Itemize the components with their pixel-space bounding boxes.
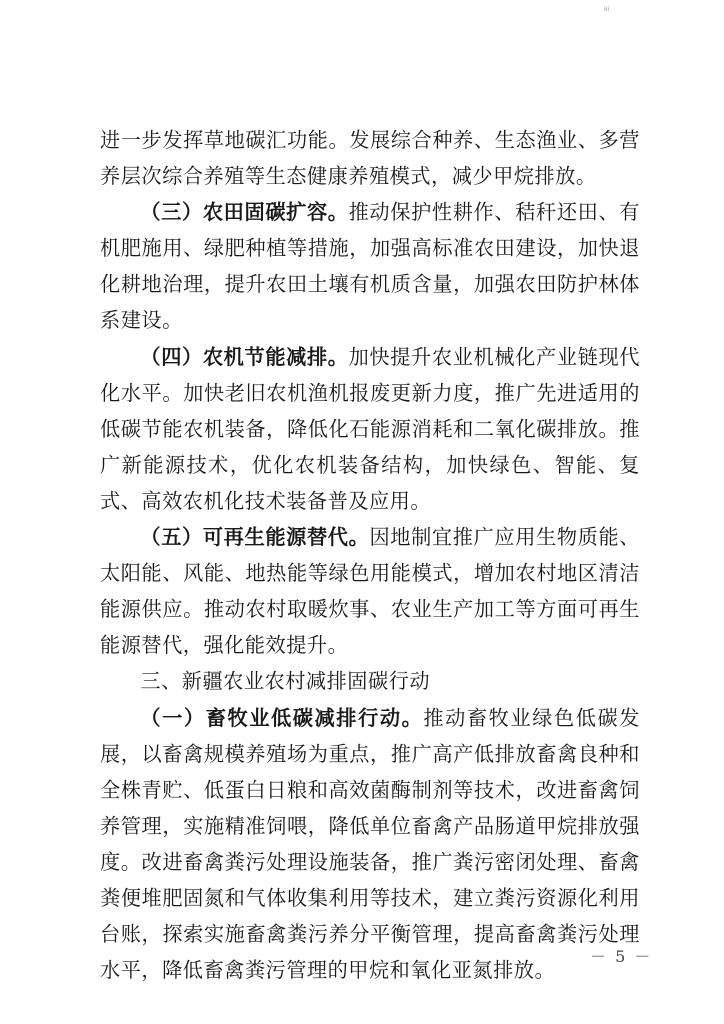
paragraph-text: 推动畜牧业绿色低碳发展，以畜禽规模养殖场为重点，推广高产低排放畜禽良种和全株青贮、低蛋白日粮和高效菌酶制剂等技术，改进畜禽饲养管理，实施精准饲喂，降低单位畜禽产品肠道甲烷排放强度。改进畜禽粪污处理设施装备，推广粪污密闭处理、畜禽粪便堆肥固氮和气体收集利用等技术，建立粪污资源化利用台账，探索实施畜禽粪污养分平衡管理，提高畜禽粪污处理水平，降低畜禽粪污管理的甲烷和氧化亚氮排放。 (100, 705, 640, 983)
paragraph-text: 加快提升农业机械化产业链现代化水平。加快老旧农机渔机报废更新力度，推广先进适用的低碳节能农机装备，降低化石能源消耗和二氧化碳排放。推广新能源技术，优化农机装备结构，加快绿色、智能、复式、高效农机化技术装备普及应用。 (100, 344, 640, 513)
paragraph-text: 推动保护性耕作、秸秆还田、有机肥施用、绿肥种植等措施，加强高标准农田建设，加快退化耕地治理，提升农田土壤有机质含量，加强农田防护林体系建设。 (100, 200, 640, 333)
paragraph-renewable-energy (100, 519, 640, 663)
paragraph-livestock (100, 700, 640, 989)
corner-mark: iii (604, 6, 610, 13)
paragraph-text: 进一步发挥草地碳汇功能。发展综合种养、生态渔业、多营养层次综合养殖等生态健康养殖模式，减少甲烷排放。 (100, 128, 640, 189)
paragraph-text: 因地制宜推广应用生物质能、太阳能、风能、地热能等绿色用能模式，增加农村地区清洁能源供应。推动农村取暖炊事、农业生产加工等方面可再生能源替代，强化能效提升。 (100, 525, 640, 658)
paragraph-heading: （四）农机节能减排。 (140, 344, 349, 369)
paragraph-heading: （三）农田固碳扩容。 (140, 200, 349, 225)
document-body (100, 122, 640, 988)
paragraph-heading: （一）畜牧业低碳减排行动。 (140, 705, 424, 730)
paragraph-farmland-carbon (100, 194, 640, 338)
paragraph-farm-machinery (100, 339, 640, 519)
section-title: 三、新疆农业农村减排固碳行动 (140, 669, 431, 694)
paragraph-continuation (100, 122, 640, 194)
page-number: － 5 － (590, 947, 653, 966)
section-heading (100, 663, 640, 699)
paragraph-heading: （五）可再生能源替代。 (140, 525, 370, 550)
